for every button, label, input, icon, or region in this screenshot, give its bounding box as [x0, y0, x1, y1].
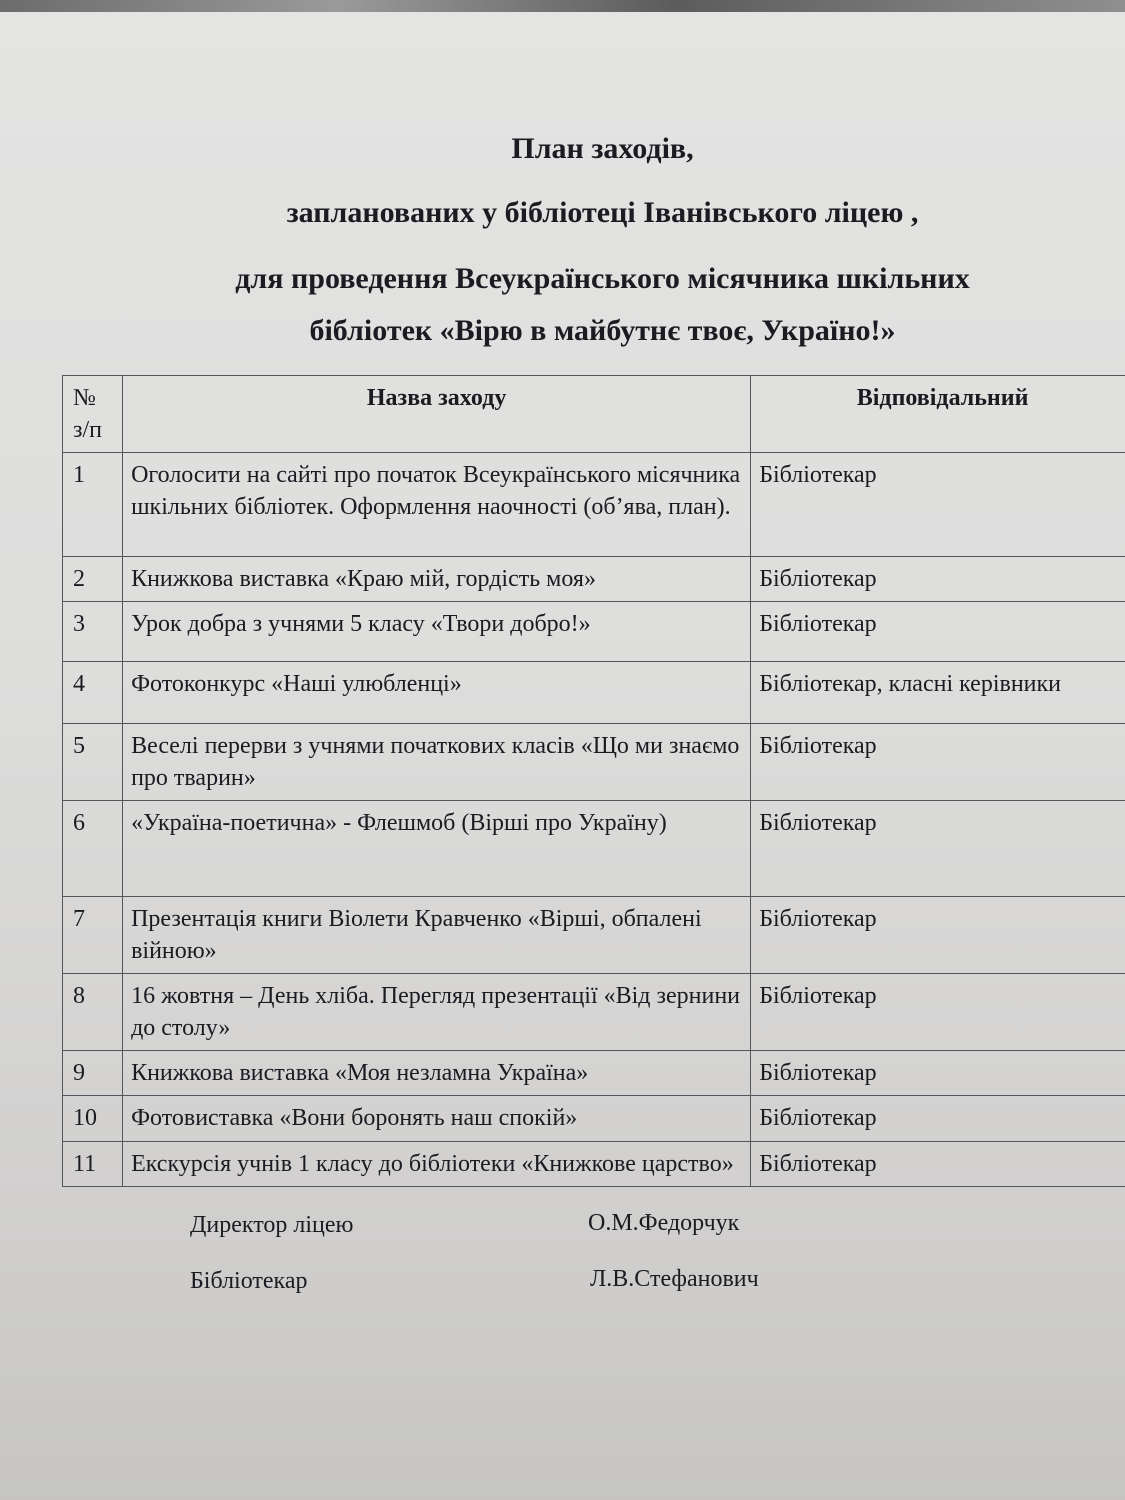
row-responsible: Бібліотекар: [751, 1051, 1125, 1096]
table-row: [63, 897, 1125, 974]
row-number: 4: [63, 662, 123, 724]
title-line-2: запланованих у бібліотеці Іванівського ліцею ,: [286, 196, 919, 229]
page-top-edge: [0, 0, 1125, 12]
table-row: [63, 662, 1125, 724]
row-number: 2: [63, 557, 123, 602]
table-row: [63, 1096, 1125, 1142]
row-responsible: Бібліотекар: [751, 974, 1125, 1051]
row-event-name: Оголосити на сайті про початок Всеукраїнського місячника шкільних бібліотек. Оформлення наочності (об’ява, план).: [123, 453, 751, 557]
header-number: № з/п: [63, 376, 123, 453]
row-responsible: Бібліотекар: [751, 1142, 1125, 1187]
row-number: 6: [63, 801, 123, 897]
row-responsible: Бібліотекар: [751, 897, 1125, 974]
row-number: 3: [63, 602, 123, 662]
librarian-title: Бібліотекар: [190, 1268, 308, 1294]
row-number: 8: [63, 974, 123, 1051]
director-title: Директор ліцею: [190, 1212, 354, 1238]
row-event-name: Веселі перерви з учнями початкових класів «Що ми знаємо про тварин»: [123, 724, 751, 801]
table-row: [63, 1051, 1125, 1096]
row-event-name: Урок добра з учнями 5 класу «Твори добро!»: [123, 602, 751, 662]
row-number: 5: [63, 724, 123, 801]
header-event-name: Назва заходу: [123, 376, 751, 453]
table-row: [63, 724, 1125, 801]
librarian-name: Л.В.Стефанович: [590, 1266, 759, 1292]
director-name: О.М.Федорчук: [588, 1210, 740, 1236]
table-row: [63, 1142, 1125, 1187]
row-event-name: 16 жовтня – День хліба. Перегляд презентації «Від зернини до столу»: [123, 974, 751, 1051]
row-event-name: Фотоконкурс «Наші улюбленці»: [123, 662, 751, 724]
row-responsible: Бібліотекар, класні керівники: [751, 662, 1125, 724]
title-line-4: бібліотек «Вірю в майбутнє твоє, Україно!»: [309, 314, 896, 347]
title-line-1: План заходів,: [511, 132, 694, 165]
table-row: [63, 974, 1125, 1051]
table-row: [63, 453, 1125, 557]
row-event-name: Екскурсія учнів 1 класу до бібліотеки «Книжкове царство»: [123, 1142, 751, 1187]
row-event-name: Книжкова виставка «Краю мій, гордість моя»: [123, 557, 751, 602]
row-number: 7: [63, 897, 123, 974]
row-event-name: «Україна-поетична» - Флешмоб (Вірші про Україну): [123, 801, 751, 897]
row-number: 11: [63, 1142, 123, 1187]
table-row: [63, 801, 1125, 897]
title-line-3: для проведення Всеукраїнського місячника шкільних: [235, 262, 970, 295]
row-number: 9: [63, 1051, 123, 1096]
row-responsible: Бібліотекар: [751, 557, 1125, 602]
events-table: [62, 375, 1125, 1187]
row-responsible: Бібліотекар: [751, 724, 1125, 801]
table-row: [63, 602, 1125, 662]
row-responsible: Бібліотекар: [751, 801, 1125, 897]
table-header-row: [63, 376, 1125, 453]
row-responsible: Бібліотекар: [751, 453, 1125, 557]
row-event-name: Книжкова виставка «Моя незламна Україна»: [123, 1051, 751, 1096]
table-row: [63, 557, 1125, 602]
header-responsible: Відповідальний: [751, 376, 1125, 453]
row-responsible: Бібліотекар: [751, 602, 1125, 662]
row-event-name: Презентація книги Віолети Кравченко «Вірші, обпалені війною»: [123, 897, 751, 974]
row-number: 10: [63, 1096, 123, 1142]
row-event-name: Фотовиставка «Вони боронять наш спокій»: [123, 1096, 751, 1142]
row-number: 1: [63, 453, 123, 557]
row-responsible: Бібліотекар: [751, 1096, 1125, 1142]
